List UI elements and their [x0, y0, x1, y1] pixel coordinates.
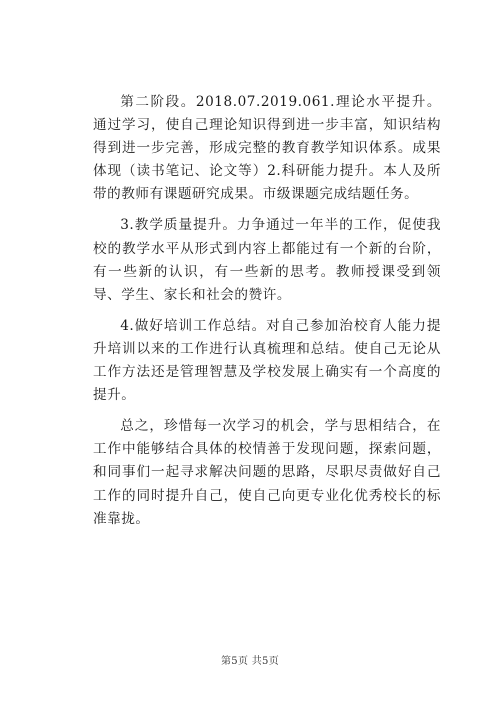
paragraph-stage-two: 第二阶段。2018.07.2019.061.理论水平提升。通过学习，使自己理论知识得到进一步丰富，知识结构得到进一步完善，形成完整的教育教学知识体系。成果体现（读书笔记、论文等）2.科研能力提升。本人及所带的教师有课题研究成果。市级课题完成结题任务。: [93, 94, 441, 203]
page-number-footer: 第5页 共5页: [220, 656, 279, 667]
paragraph-training-summary: 4.做好培训工作总结。对自己参加治校育人能力提升培训以来的工作进行认真梳理和总结。使自己无论从工作方法还是管理智慧及学校发展上确实有一个高度的提升。: [93, 317, 441, 404]
document-body: [93, 91, 441, 531]
paragraph-teaching-quality: 3.教学质量提升。力争通过一年半的工作，促使我校的教学水平从形式到内容上都能过有一个新的台阶，有一些新的认识，有一些新的思考。教师授课受到领导、学生、家长和社会的赞许。: [93, 217, 441, 303]
paragraph-conclusion: 总之，珍惜每一次学习的机会，学与思相结合，在工作中能够结合具体的校情善于发现问题，探索问题，和同事们一起寻求解决问题的思路，尽职尽责做好自己工作的同时提升自己，使自己向更专业化优秀校长的标准靠拢。: [93, 418, 441, 527]
